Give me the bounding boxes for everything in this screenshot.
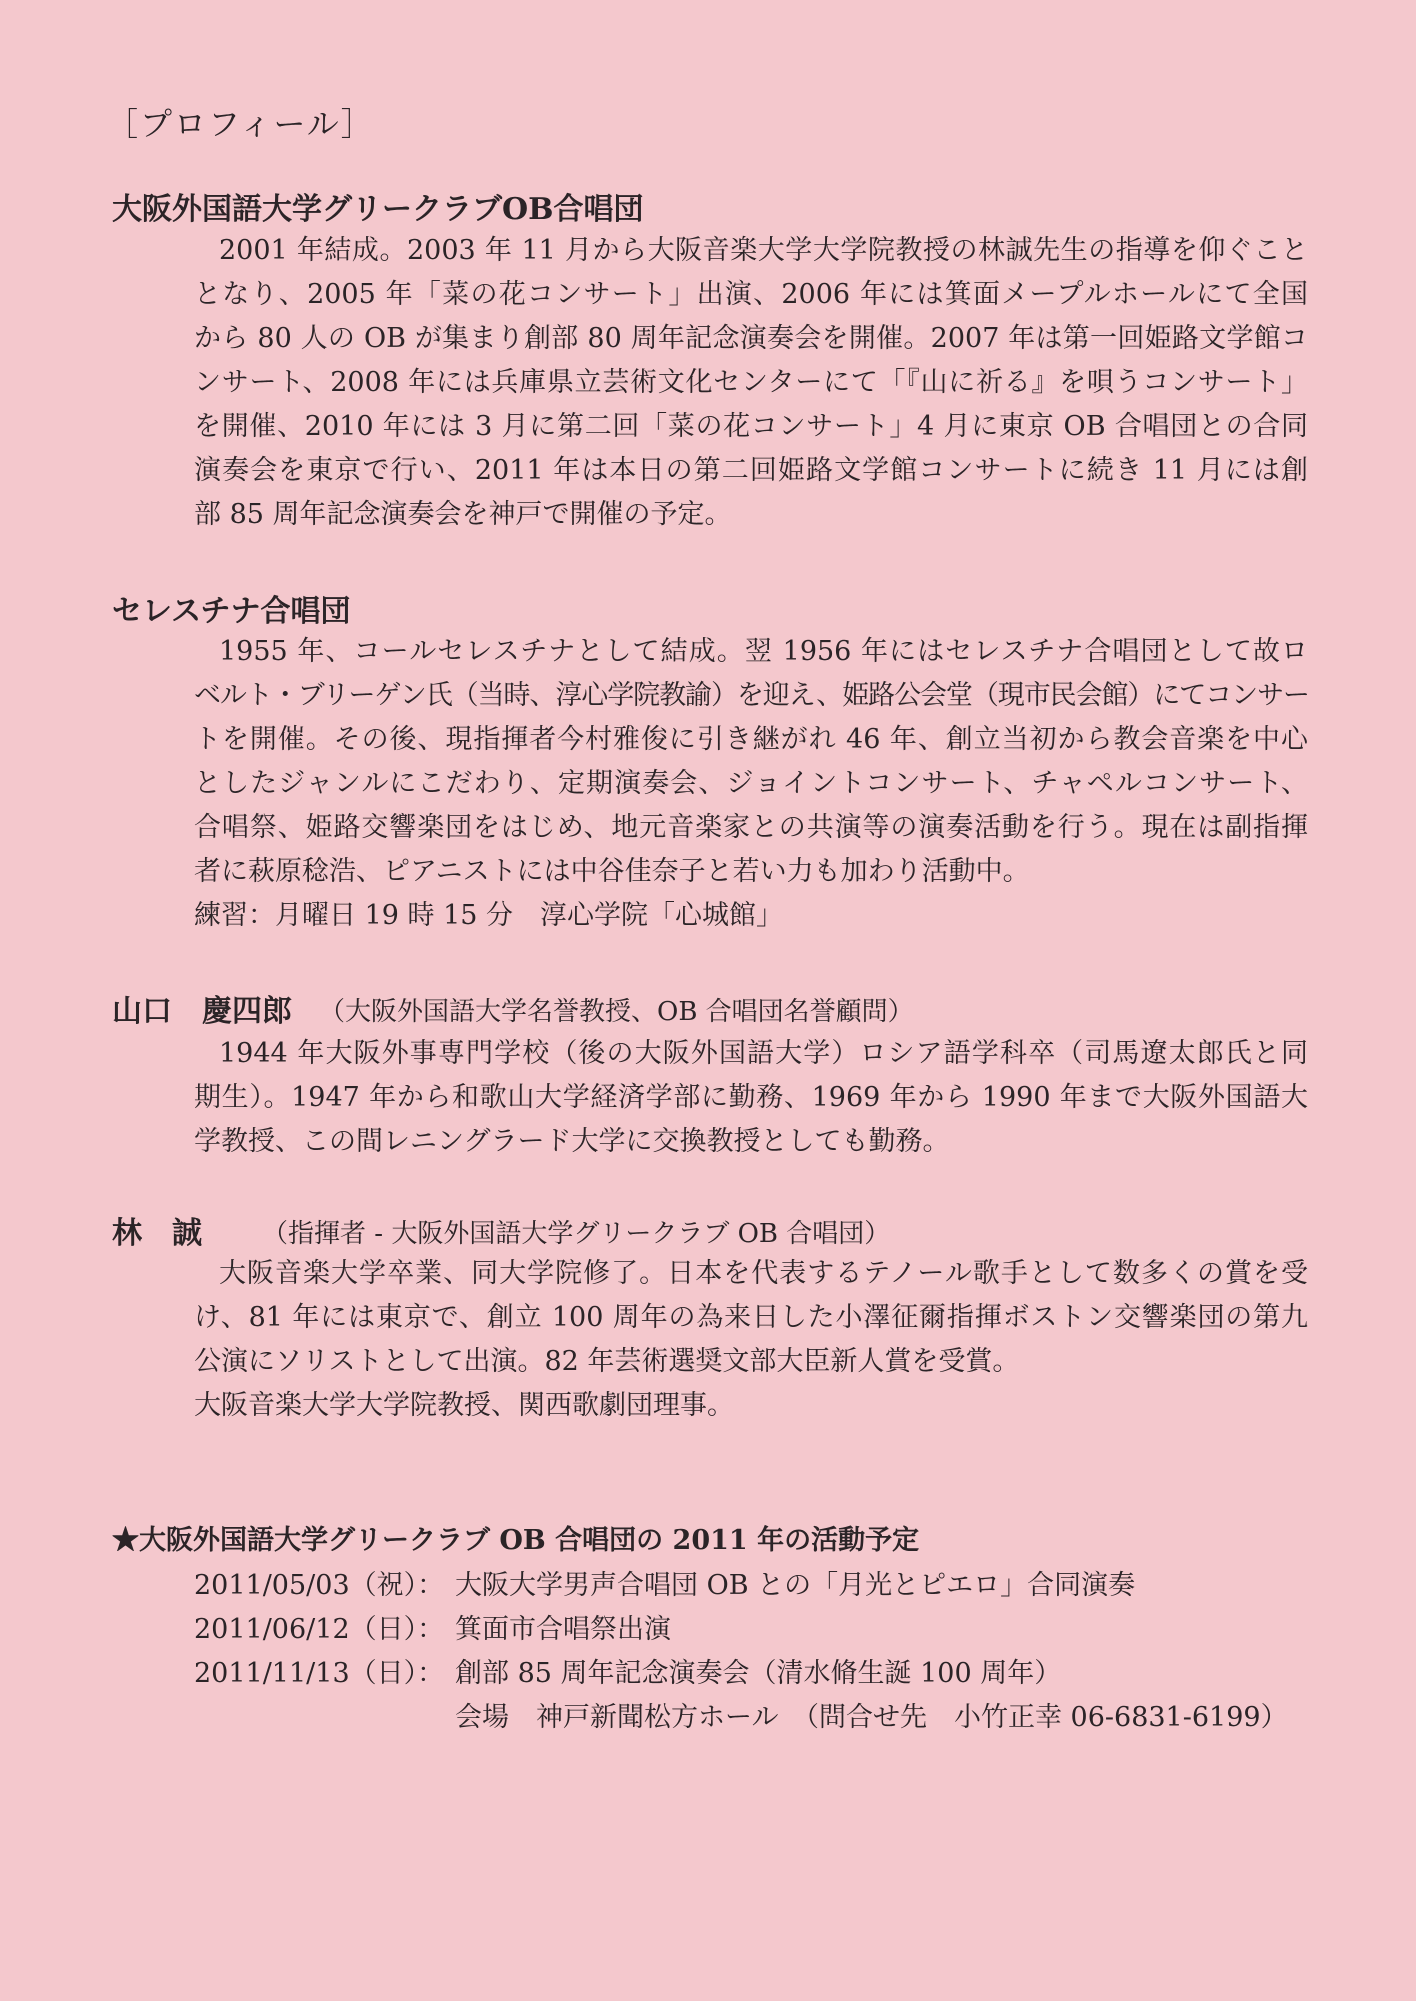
- yamaguchi-title-row: [112, 990, 1312, 1034]
- ob-choir-text-line: 演奏会を東京で行い、2011 年は本日の第二回姫路文学館コンサートに続き 11 月には創: [194, 455, 1308, 486]
- yamaguchi-role: （大阪外国語大学名誉教授、OB 合唱団名誉顧問）: [319, 997, 914, 1027]
- ob-choir-text-line: ンサート、2008 年には兵庫県立芸術文化センターにて「『山に祈る』を唄うコンサート」: [194, 367, 1308, 398]
- yamaguchi-description: [194, 1032, 1308, 1164]
- yamaguchi-text-line: 期生）。1947 年から和歌山大学経済学部に勤務、1969 年から 1990 年まで大阪外国語大: [194, 1082, 1308, 1113]
- celestina-text-line: 1955 年、コールセレスチナとして結成。翌 1956 年にはセレスチナ合唱団として故ロ: [219, 636, 1308, 667]
- hayashi-text-line: 大阪音楽大学卒業、同大学院修了。日本を代表するテノール歌手として数多くの賞を受: [219, 1258, 1308, 1289]
- schedule-venue-spacer: [194, 1696, 455, 1740]
- hayashi-text-line: 大阪音楽大学大学院教授、関西歌劇団理事。: [194, 1390, 734, 1421]
- celestina-practice-line: 練習：月曜日 19 時 15 分 淳心学院「心城館」: [194, 900, 784, 931]
- schedule-venue: 会場 神戸新聞松方ホール （問合せ先 小竹正幸 06-6831-6199）: [455, 1702, 1288, 1733]
- hayashi-text-line: け、81 年には東京で、創立 100 周年の為来日した小澤征爾指揮ボストン交響楽団の第九: [194, 1302, 1308, 1333]
- profile-heading: ［プロフィール］: [106, 105, 375, 143]
- schedule-date: 2011/06/12（日）：: [194, 1614, 445, 1645]
- celestina-text-line: 者に萩原稔浩、ピアニストには中谷佳奈子と若い力も加わり活動中。: [194, 856, 1030, 887]
- schedule-title: ★大阪外国語大学グリークラブ OB 合唱団の 2011 年の活動予定: [112, 1525, 920, 1556]
- schedule-venue-row: [194, 1696, 1344, 1740]
- hayashi-role: （指揮者 - 大阪外国語大学グリークラブ OB 合唱団）: [262, 1219, 891, 1249]
- schedule-event: 創部 85 周年記念演奏会（清水脩生誕 100 周年）: [455, 1658, 1062, 1689]
- celestina-text-line: としたジャンルにこだわり、定期演奏会、ジョイントコンサート、チャペルコンサート、: [194, 768, 1308, 799]
- schedule-item: [194, 1564, 1344, 1608]
- hayashi-name: 林 誠: [112, 1216, 202, 1251]
- celestina-text-line: ベルト・ブリーゲン氏（当時、淳心学院教諭）を迎え、姫路公会堂（現市民会館）にてコンサー: [194, 680, 1308, 711]
- celestina-title: セレスチナ合唱団: [112, 594, 351, 629]
- schedule-list: [194, 1564, 1344, 1740]
- ob-choir-text-line: 部 85 周年記念演奏会を神戸で開催の予定。: [194, 499, 732, 530]
- ob-choir-description: [194, 229, 1308, 537]
- ob-choir-title: 大阪外国語大学グリークラブOB合唱団: [112, 192, 644, 227]
- schedule-event: 箕面市合唱祭出演: [455, 1614, 671, 1645]
- yamaguchi-text-line: 1944 年大阪外事専門学校（後の大阪外国語大学）ロシア語学科卒（司馬遼太郎氏と同: [219, 1038, 1308, 1069]
- schedule-item: [194, 1608, 1344, 1652]
- hayashi-text-line: 公演にソリストとして出演。82 年芸術選奨文部大臣新人賞を受賞。: [194, 1346, 1020, 1377]
- ob-choir-text-line: となり、2005 年「菜の花コンサート」出演、2006 年には箕面メープルホールにて全国: [194, 279, 1308, 310]
- celestina-text-line: 合唱祭、姫路交響楽団をはじめ、地元音楽家との共演等の演奏活動を行う。現在は副指揮: [194, 812, 1308, 843]
- schedule-date: 2011/05/03（祝）：: [194, 1570, 445, 1601]
- hayashi-description: [194, 1252, 1308, 1428]
- celestina-text-line: トを開催。その後、現指揮者今村雅俊に引き継がれ 46 年、創立当初から教会音楽を中心: [194, 724, 1308, 755]
- hayashi-title-row: [112, 1212, 1312, 1256]
- schedule-item: [194, 1652, 1344, 1696]
- yamaguchi-name: 山口 慶四郎: [112, 994, 292, 1029]
- celestina-description: [194, 630, 1308, 938]
- schedule-date: 2011/11/13（日）：: [194, 1658, 445, 1689]
- schedule-event: 大阪大学男声合唱団 OB との「月光とピエロ」合同演奏: [455, 1570, 1136, 1601]
- ob-choir-text-line: 2001 年結成。2003 年 11 月から大阪音楽大学大学院教授の林誠先生の指導を仰ぐこと: [219, 235, 1308, 266]
- ob-choir-text-line: から 80 人の OB が集まり創部 80 周年記念演奏会を開催。2007 年は第一回姫路文学館コ: [194, 323, 1308, 354]
- yamaguchi-text-line: 学教授、この間レニングラード大学に交換教授としても勤務。: [194, 1126, 950, 1157]
- ob-choir-text-line: を開催、2010 年には 3 月に第二回「菜の花コンサート」4 月に東京 OB 合唱団との合同: [194, 411, 1308, 442]
